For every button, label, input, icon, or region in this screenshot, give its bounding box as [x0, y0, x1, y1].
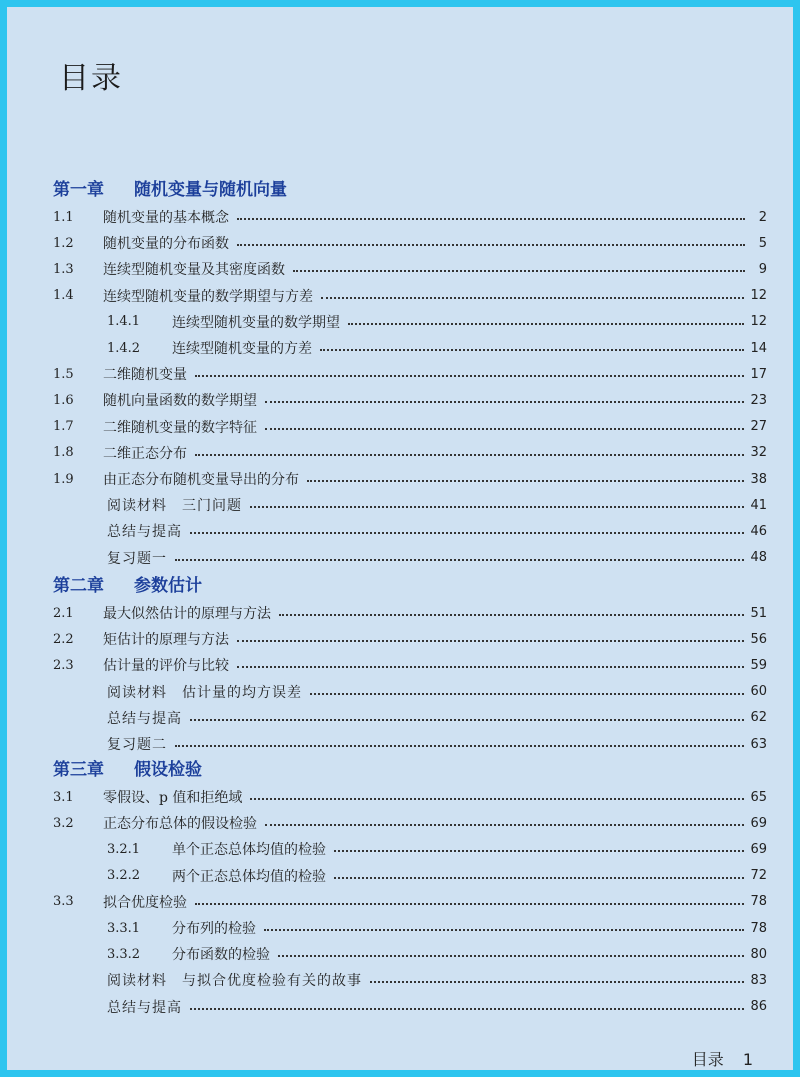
dot-leader — [348, 323, 744, 325]
section-number: 3.2.2 — [107, 868, 141, 884]
toc-entry[interactable] — [53, 890, 767, 914]
section-number: 3.2.1 — [107, 841, 141, 857]
page-number: 23 — [750, 392, 767, 408]
toc-entry[interactable] — [53, 231, 767, 255]
page-number: 32 — [750, 445, 767, 461]
dot-leader — [278, 955, 744, 957]
toc-entry[interactable] — [53, 627, 767, 651]
footer-page-number: 1 — [742, 1050, 753, 1069]
page-number: 59 — [750, 657, 767, 673]
dot-leader — [307, 480, 744, 482]
section-title: 拟合优度检验 — [103, 894, 187, 911]
section-number: 2.3 — [53, 657, 74, 673]
dot-leader — [334, 850, 744, 852]
page-number: 2 — [758, 209, 767, 225]
dot-leader — [195, 903, 744, 905]
page-number: 65 — [750, 789, 767, 805]
page-number: 56 — [750, 631, 767, 647]
page-number: 27 — [750, 419, 767, 435]
chapter-heading[interactable] — [53, 175, 287, 200]
section-title: 分布函数的检验 — [172, 947, 270, 964]
section-number: 1.1 — [53, 209, 74, 225]
page-number: 12 — [750, 288, 767, 304]
dot-leader — [310, 693, 744, 695]
toc-entry[interactable] — [107, 837, 767, 861]
section-number: 3.1 — [53, 789, 74, 805]
toc-entry[interactable] — [53, 205, 767, 229]
toc-entry[interactable] — [53, 388, 767, 412]
page-number: 86 — [750, 999, 767, 1015]
dot-leader — [265, 428, 744, 430]
footer-label: 目录 — [691, 1050, 724, 1069]
section-number: 1.7 — [53, 419, 74, 435]
section-title: 分布列的检验 — [172, 921, 256, 937]
toc-entry[interactable] — [107, 942, 767, 966]
section-title: 连续型随机变量的方差 — [172, 341, 312, 357]
section-title: 总结与提高 — [107, 524, 182, 541]
dot-leader — [237, 218, 745, 220]
toc-entry[interactable] — [107, 732, 767, 756]
page-number: 78 — [750, 894, 767, 910]
page-number: 14 — [750, 340, 767, 356]
chapter-title: 参数估计 — [134, 576, 202, 596]
toc-entry[interactable] — [53, 441, 767, 465]
section-title: 二维正态分布 — [103, 445, 187, 462]
section-title: 由正态分布随机变量导出的分布 — [103, 472, 299, 488]
page-number: 78 — [750, 920, 767, 936]
chapter-heading[interactable] — [53, 571, 202, 596]
section-number: 1.6 — [53, 392, 74, 408]
section-number: 1.3 — [53, 261, 74, 277]
page-footer — [678, 1047, 753, 1070]
page-number: 69 — [750, 815, 767, 831]
page-number: 17 — [750, 366, 767, 382]
page-number: 9 — [758, 261, 767, 277]
dot-leader — [334, 877, 744, 879]
section-title: 单个正态总体均值的检验 — [172, 842, 326, 859]
section-number: 1.4.1 — [107, 314, 141, 330]
toc-entry[interactable] — [53, 653, 767, 677]
section-title: 阅读材料 估计量的均方误差 — [107, 684, 302, 701]
page-number: 63 — [750, 736, 767, 752]
section-number: 2.1 — [53, 605, 74, 621]
section-title: 两个正态总体均值的检验 — [172, 868, 326, 885]
dot-leader — [370, 981, 744, 983]
dot-leader — [237, 666, 744, 668]
toc-entry[interactable] — [53, 284, 767, 308]
page-number: 51 — [750, 605, 767, 621]
section-number: 1.9 — [53, 471, 74, 487]
section-title: 二维随机变量的数字特征 — [103, 419, 257, 436]
section-title: 估计量的评价与比较 — [103, 658, 229, 675]
dot-leader — [175, 745, 744, 747]
section-title: 阅读材料 与拟合优度检验有关的故事 — [107, 973, 362, 990]
chapter-title: 随机变量与随机向量 — [134, 180, 287, 200]
section-title: 零假设、p 值和拒绝域 — [103, 790, 243, 806]
toc-entry[interactable] — [107, 916, 767, 940]
page-number: 12 — [750, 314, 767, 330]
dot-leader — [190, 719, 744, 721]
toc-entry[interactable] — [107, 310, 767, 334]
section-number: 1.8 — [53, 445, 74, 461]
section-title: 连续型随机变量的数学期望与方差 — [103, 288, 313, 305]
dot-leader — [250, 798, 744, 800]
section-number: 1.4 — [53, 288, 74, 304]
dot-leader — [265, 824, 744, 826]
page-number: 38 — [750, 471, 767, 487]
dot-leader — [320, 349, 744, 351]
toc-entry[interactable] — [107, 546, 767, 570]
section-number: 3.2 — [53, 815, 74, 831]
toc-entry[interactable] — [107, 995, 767, 1019]
page-number: 80 — [750, 946, 767, 962]
section-title: 最大似然估计的原理与方法 — [103, 606, 271, 622]
dot-leader — [190, 1008, 744, 1010]
section-title: 正态分布总体的假设检验 — [103, 816, 257, 833]
section-title: 矩估计的原理与方法 — [103, 632, 229, 649]
toc-entry[interactable] — [53, 257, 767, 281]
section-number: 1.4.2 — [107, 340, 141, 356]
section-number: 2.2 — [53, 631, 74, 647]
section-title: 总结与提高 — [107, 710, 182, 727]
section-title: 连续型随机变量的数学期望 — [172, 314, 340, 331]
section-title: 随机向量函数的数学期望 — [103, 393, 257, 410]
section-number: 3.3.1 — [107, 920, 141, 936]
book-page — [7, 7, 793, 1070]
section-title: 随机变量的分布函数 — [103, 236, 229, 253]
toc-entry[interactable] — [53, 601, 767, 625]
page-number: 5 — [758, 235, 767, 251]
dot-leader — [237, 244, 745, 246]
chapter-title: 假设检验 — [134, 760, 202, 780]
toc-entry[interactable] — [107, 336, 767, 360]
page-title: 目录 — [59, 61, 123, 96]
page-number: 48 — [750, 550, 767, 566]
toc-entry[interactable] — [53, 811, 767, 835]
section-title: 总结与提高 — [107, 999, 182, 1016]
section-number: 3.3 — [53, 894, 74, 910]
page-number: 60 — [750, 684, 767, 700]
section-title: 复习题二 — [107, 737, 167, 753]
dot-leader — [195, 375, 744, 377]
section-number: 3.3.2 — [107, 946, 141, 962]
chapter-number: 第二章 — [53, 576, 104, 596]
toc-entry[interactable] — [107, 519, 767, 543]
toc-entry[interactable] — [53, 785, 767, 809]
section-number: 1.2 — [53, 235, 74, 251]
table-of-contents — [7, 7, 793, 1070]
toc-entry[interactable] — [107, 680, 767, 704]
section-title: 连续型随机变量及其密度函数 — [103, 262, 285, 279]
section-title: 阅读材料 三门问题 — [107, 498, 242, 515]
toc-entry[interactable] — [107, 706, 767, 730]
page-number: 69 — [750, 841, 767, 857]
dot-leader — [175, 559, 744, 561]
dot-leader — [279, 614, 744, 616]
dot-leader — [190, 532, 744, 534]
dot-leader — [237, 640, 744, 642]
section-title: 复习题一 — [107, 550, 167, 567]
toc-entry[interactable] — [53, 362, 767, 386]
dot-leader — [250, 506, 744, 508]
chapter-number: 第三章 — [53, 760, 104, 780]
page-number: 46 — [750, 523, 767, 539]
toc-entry[interactable] — [53, 467, 767, 491]
chapter-number: 第一章 — [53, 180, 104, 200]
page-number: 72 — [750, 868, 767, 884]
dot-leader — [264, 929, 744, 931]
dot-leader — [321, 297, 744, 299]
dot-leader — [195, 454, 744, 456]
section-title: 二维随机变量 — [103, 367, 187, 384]
page-number: 62 — [750, 710, 767, 726]
chapter-heading[interactable] — [53, 755, 202, 780]
toc-entry[interactable] — [53, 415, 767, 439]
dot-leader — [293, 270, 745, 272]
dot-leader — [265, 401, 744, 403]
section-number: 1.5 — [53, 366, 74, 382]
toc-entry[interactable] — [107, 864, 767, 888]
page-number: 83 — [750, 972, 767, 988]
toc-entry[interactable] — [107, 968, 767, 992]
section-title: 随机变量的基本概念 — [103, 210, 229, 226]
toc-entry[interactable] — [107, 493, 767, 517]
page-number: 41 — [750, 497, 767, 513]
